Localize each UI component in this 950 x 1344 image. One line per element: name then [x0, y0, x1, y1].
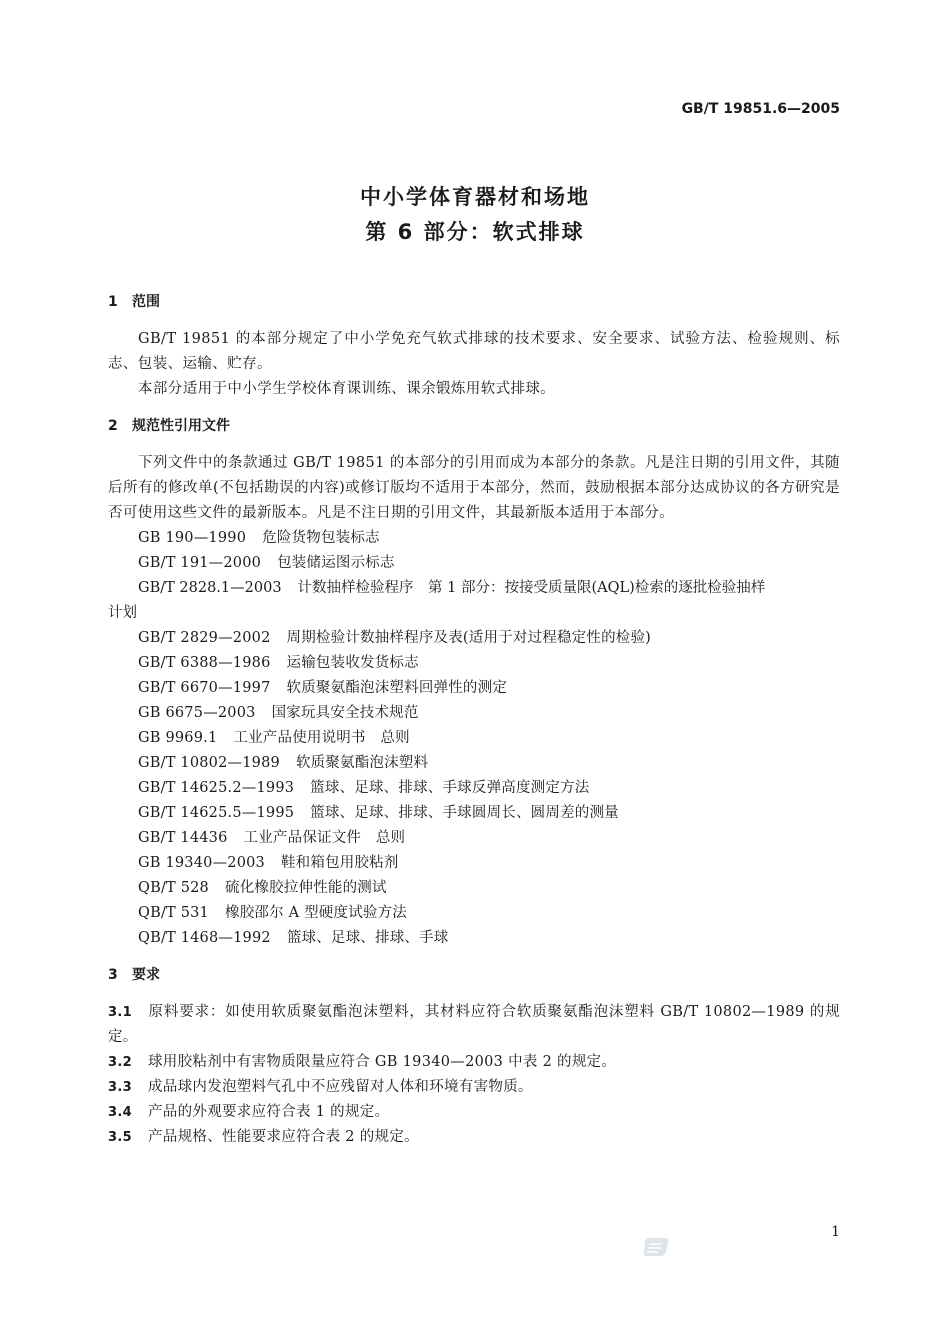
reference-item: [108, 801, 840, 826]
requirement-text: 原料要求：如使用软质聚氨酯泡沫塑料，其材料应符合软质聚氨酯泡沫塑料 GB/T 10802—1989 的规定。: [108, 1004, 840, 1045]
reference-item: [108, 926, 840, 951]
requirement-text: 产品规格、性能要求应符合表 2 的规定。: [148, 1129, 419, 1145]
requirement-item: [108, 1050, 840, 1075]
reference-code: QB/T 531: [138, 905, 209, 921]
reference-title: 计数抽样检验程序 第 1 部分：按接受质量限(AQL)检索的逐批检验抽样: [297, 580, 766, 596]
standard-code: GB/T 19851.6—2005: [681, 101, 840, 117]
reference-title: 篮球、足球、排球、手球: [286, 930, 449, 946]
requirement-item: [108, 1075, 840, 1100]
reference-item: [108, 901, 840, 926]
requirement-text: 成品球内发泡塑料气孔中不应残留对人体和环境有害物质。: [148, 1079, 533, 1095]
reference-item: [108, 526, 840, 551]
reference-code: GB/T 14625.5—1995: [138, 805, 295, 821]
section-number: 2: [108, 418, 118, 434]
section-heading-requirements: [108, 963, 840, 988]
requirement-number: 3.3: [108, 1080, 132, 1095]
reference-code: GB/T 6670—1997: [138, 680, 271, 696]
reference-item: [108, 851, 840, 876]
reference-code: QB/T 528: [138, 880, 209, 896]
reference-title: 硫化橡胶拉伸性能的测试: [225, 880, 387, 896]
reference-title: 橡胶邵尔 A 型硬度试验方法: [225, 905, 407, 921]
reference-item: [108, 776, 840, 801]
reference-title: 工业产品使用说明书 总则: [233, 730, 410, 746]
reference-title: 包装储运图示标志: [277, 555, 395, 571]
page-number: 1: [831, 1224, 840, 1240]
requirement-text: 球用胶粘剂中有害物质限量应符合 GB 19340—2003 中表 2 的规定。: [148, 1054, 617, 1070]
reference-code: GB/T 191—2000: [138, 555, 262, 571]
section-heading-scope: [108, 290, 840, 315]
reference-item: [108, 651, 840, 676]
reference-title: 工业产品保证文件 总则: [243, 830, 406, 846]
reference-title-continued: 计划: [108, 605, 137, 621]
reference-code: QB/T 1468—1992: [138, 930, 271, 946]
section-number: 1: [108, 294, 118, 310]
section-number: 3: [108, 967, 118, 983]
reference-code: GB/T 2828.1—2003: [138, 580, 282, 596]
requirement-text: 产品的外观要求应符合表 1 的规定。: [148, 1104, 390, 1120]
reference-item: [108, 551, 840, 576]
section-title: 要求: [132, 967, 160, 983]
requirement-number: 3.2: [108, 1055, 132, 1070]
reference-item: [108, 876, 840, 901]
references-intro: 下列文件中的条款通过 GB/T 19851 的本部分的引用而成为本部分的条款。凡是注日期的引用文件，其随后所有的修改单(不包括勘误的内容)或修订版均不适用于本部分，然而，鼓励根据本部分达成协议的各方研究是否可使用这些文件的最新版本。凡是不注日期的引用文件，其最新版本适用于本部分。: [108, 455, 840, 521]
reference-item: [108, 726, 840, 751]
reference-item: [108, 676, 840, 701]
requirement-item: [108, 1125, 840, 1150]
reference-title: 运输包装收发货标志: [286, 655, 419, 671]
requirement-number: 3.5: [108, 1130, 132, 1145]
reference-title: 鞋和箱包用胶粘剂: [280, 855, 399, 871]
reference-title: 篮球、足球、排球、手球圆周长、圆周差的测量: [310, 805, 619, 821]
reference-title: 周期检验计数抽样程序及表(适用于对过程稳定性的检验): [286, 630, 652, 646]
requirement-item: [108, 1100, 840, 1125]
requirement-item: [108, 1000, 840, 1050]
reference-code: GB 190—1990: [138, 530, 247, 546]
reference-title: 危险货物包装标志: [262, 530, 380, 546]
reference-code: GB/T 14625.2—1993: [138, 780, 295, 796]
section-title: 规范性引用文件: [132, 418, 230, 434]
section-title: 范围: [132, 294, 160, 310]
reference-item: [108, 751, 840, 776]
requirement-number: 3.4: [108, 1105, 132, 1120]
reference-title: 国家玩具安全技术规范: [271, 705, 419, 721]
reference-title: 篮球、足球、排球、手球反弹高度测定方法: [310, 780, 590, 796]
doc-title-line1: 中小学体育器材和场地: [360, 185, 590, 209]
reference-item: [108, 576, 840, 626]
publisher-logo-icon: [642, 1236, 670, 1258]
reference-title: 软质聚氨酯泡沫塑料: [295, 755, 429, 771]
reference-code: GB 9969.1: [138, 730, 218, 746]
reference-code: GB/T 6388—1986: [138, 655, 271, 671]
document-body: [108, 290, 840, 1150]
section-heading-references: [108, 414, 840, 439]
reference-code: GB/T 14436: [138, 830, 228, 846]
reference-item: [108, 826, 840, 851]
scope-paragraph-2: 本部分适用于中小学生学校体育课训练、课余锻炼用软式排球。: [138, 381, 556, 397]
doc-title-line2: 第 6 部分：软式排球: [365, 220, 585, 244]
reference-code: GB 6675—2003: [138, 705, 256, 721]
reference-code: GB/T 2829—2002: [138, 630, 271, 646]
reference-title: 软质聚氨酯泡沫塑料回弹性的测定: [286, 680, 508, 696]
reference-item: [108, 701, 840, 726]
reference-code: GB/T 10802—1989: [138, 755, 280, 771]
reference-item: [108, 626, 840, 651]
scope-paragraph-1: GB/T 19851 的本部分规定了中小学免充气软式排球的技术要求、安全要求、试验方法、检验规则、标志、包装、运输、贮存。: [108, 331, 840, 372]
reference-code: GB 19340—2003: [138, 855, 265, 871]
requirement-number: 3.1: [108, 1005, 132, 1020]
